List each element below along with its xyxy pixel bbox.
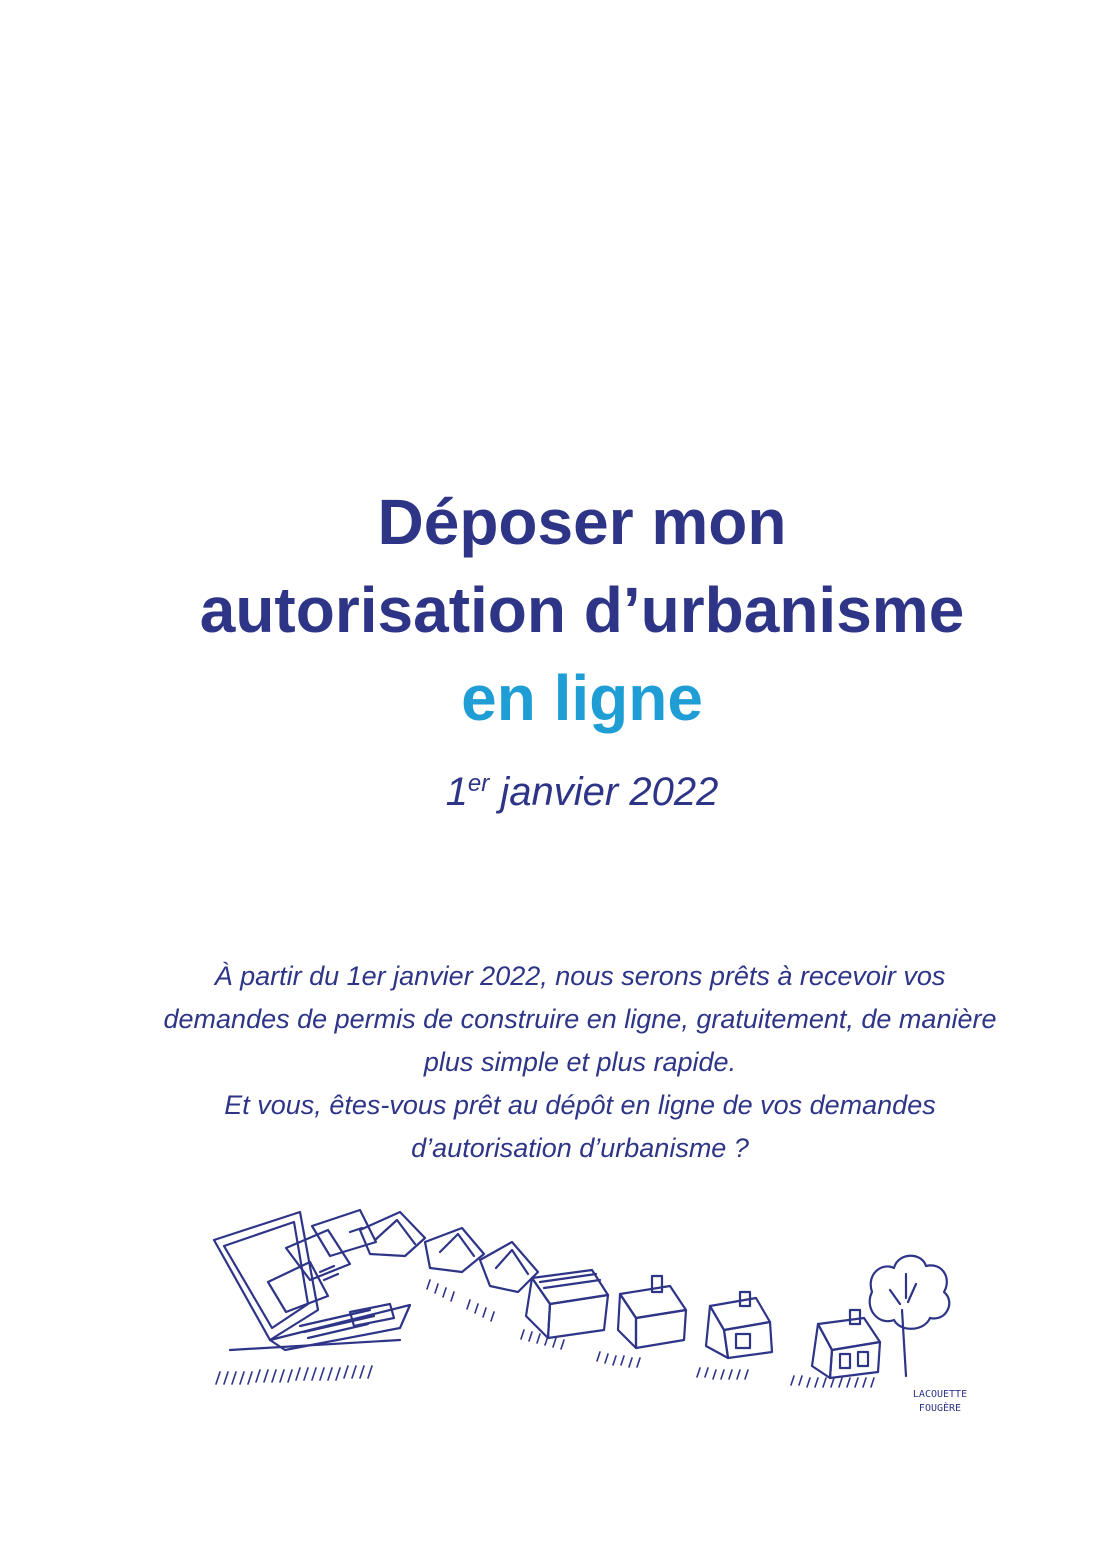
signature-line-2: FOUGÈRE xyxy=(918,1403,962,1414)
title-line-1: Déposer mon xyxy=(377,486,787,558)
page-title xyxy=(0,478,1100,742)
intro-paragraph: À partir du 1er janvier 2022, nous serons prêts à recevoir vos demandes de permis de construire en ligne, gratuitement, de manière plus simple et plus rapide. xyxy=(163,961,997,1077)
signature-line-1: LACOUETTE xyxy=(912,1389,968,1400)
intro-question: Et vous, êtes-vous prêt au dépôt en ligne de vos demandes d’autorisation d’urbanisme ? xyxy=(224,1090,936,1163)
laptop-to-houses-illustration xyxy=(200,1200,970,1430)
laptop-icon xyxy=(214,1212,410,1350)
house-icons xyxy=(526,1270,880,1378)
intro-text xyxy=(150,955,1010,1170)
title-accent: en ligne xyxy=(461,662,703,734)
date-day: 1 xyxy=(445,770,468,814)
artist-signature xyxy=(900,1388,980,1416)
title-line-2: autorisation d’urbanisme xyxy=(199,574,965,646)
tree-icon xyxy=(870,1256,950,1376)
folding-house-icons xyxy=(360,1212,538,1292)
date-line xyxy=(0,770,1100,815)
date-suffix: er xyxy=(467,770,490,797)
date-rest: janvier 2022 xyxy=(489,770,719,814)
